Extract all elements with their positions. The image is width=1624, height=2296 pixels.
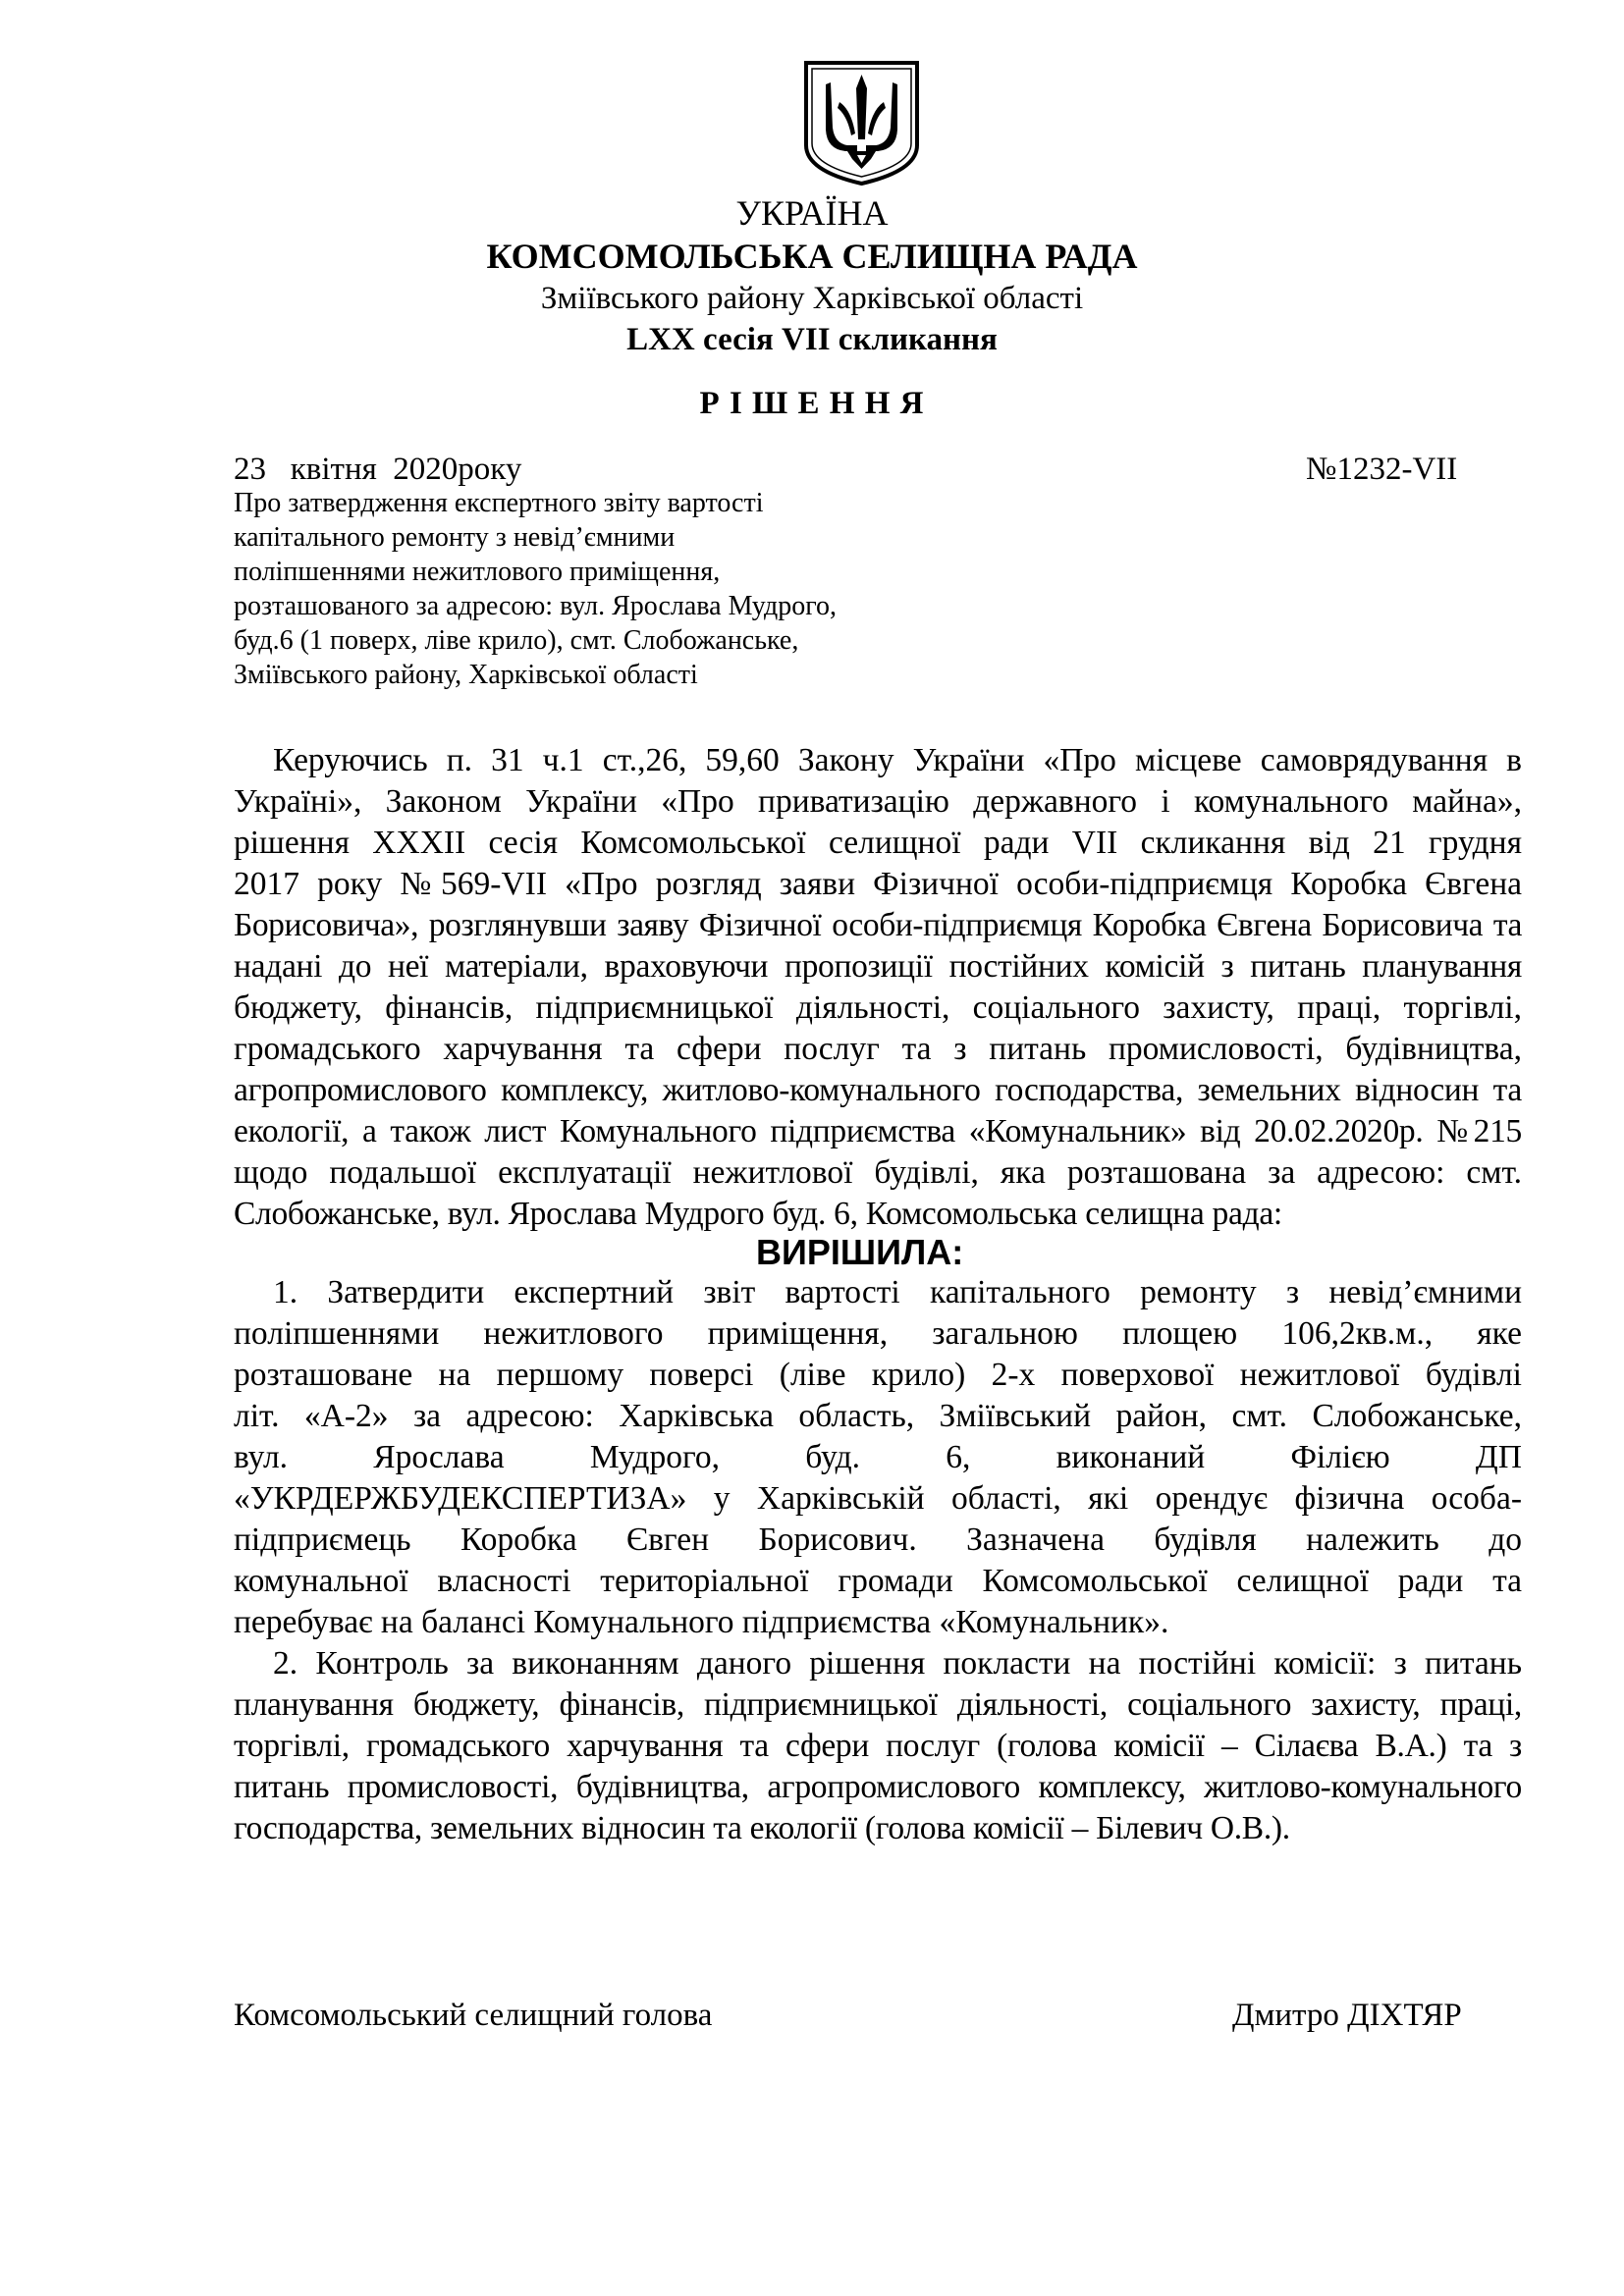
item1-line: перебуває на балансі Комунального підприємства «Комунальник». (234, 1604, 1169, 1640)
region-heading: Зміївського району Харківської області (540, 281, 1084, 316)
item2-line: планування бюджету, фінансів, підприємницької діяльності, соціального захисту, праці, (234, 1686, 1522, 1723)
date-year: 2020року (393, 452, 522, 487)
item1-line: комунальної власності територіальної громади Комсомольської селищної ради та (234, 1563, 1522, 1599)
preamble-line: Слобожанське, вул. Ярослава Мудрого буд. 6, Комсомольська селищна рада: (234, 1196, 1282, 1232)
address-word: Ярослава (373, 1439, 505, 1475)
date-month: квітня (290, 452, 377, 487)
address-word: виконаний (1056, 1439, 1206, 1475)
item1-line: підприємець Коробка Євген Борисович. Зазначена будівля належить до (234, 1522, 1522, 1558)
preamble-line: агропромислового комплексу, житлово-комунального господарства, земельних відносин та (234, 1072, 1522, 1108)
signature-position: Комсомольський селищний голова (234, 1998, 713, 2033)
item1-line: розташоване на першому поверсі (ліве крило) 2-х поверхової нежитлової будівлі (234, 1357, 1522, 1393)
subject-line: розташованого за адресою: вул. Ярослава Мудрого, (234, 591, 838, 621)
country-heading: УКРАЇНА (735, 193, 889, 233)
preamble-line: Україні», Законом України «Про приватизацію державного і комунального майна», (234, 783, 1522, 820)
preamble-line: громадського харчування та сфери послуг та з питань промисловості, будівництва, (234, 1031, 1522, 1067)
address-word: вул. (234, 1439, 289, 1475)
preamble-line: екології, а також лист Комунального підприємства «Комунальник» від 20.02.2020р. №215 (234, 1113, 1522, 1149)
preamble-line: рішення XXXII сесія Комсомольської селищної ради VII скликання від 21 грудня (234, 825, 1522, 861)
address-word: ДП (1475, 1439, 1522, 1475)
item2-line: 2. Контроль за виконанням даного рішення покласти на постійні комісії: з питань (273, 1645, 1522, 1682)
preamble-line: Борисовича», розглянувши заяву Фізичної особи-підприємця Коробка Євгена Борисовича та (234, 907, 1522, 943)
subject-line: Про затвердження експертного звіту вартості (234, 488, 764, 518)
document-type-heading: Р І Ш Е Н Н Я (699, 386, 925, 421)
item1-line: літ. «А-2» за адресою: Харківська область, Зміївський район, смт. Слобожанське, (234, 1398, 1522, 1434)
address-word: Мудрого, (589, 1439, 721, 1475)
item2-line: торгівлі, громадського харчування та сфери послуг (голова комісії – Сілаєва В.А.) та з (234, 1728, 1522, 1764)
date-day: 23 (234, 452, 266, 487)
decision-subject (234, 486, 980, 692)
coat-of-arms-trident-icon (800, 59, 923, 187)
subject-line: поліпшеннями нежитлового приміщення, (234, 557, 721, 587)
item2-line: питань промисловості, будівництва, агропромислового комплексу, житлово-комунального (234, 1769, 1522, 1805)
council-heading: КОМСОМОЛЬСЬКА СЕЛИЩНА РАДА (486, 237, 1138, 276)
item1-line: 1. Затвердити експертний звіт вартості капітального ремонту з невід’ємними (273, 1274, 1522, 1310)
item1-line: поліпшеннями нежитлового приміщення, загальною площею 106,2кв.м., яке (234, 1315, 1522, 1352)
item2-line: господарства, земельних відносин та екології (голова комісії – Білевич О.В.). (234, 1810, 1290, 1846)
item1-line: «УКРДЕРЖБУДЕКСПЕРТИЗА» у Харківській області, які орендує фізична особа- (234, 1480, 1522, 1517)
preamble-line: надані до неї матеріали, враховуючи пропозиції постійних комісій з питань планування (234, 948, 1522, 985)
session-heading: LXX сесія VII скликання (626, 322, 998, 357)
item1-address-line (234, 1438, 1522, 1477)
address-word: 6, (946, 1439, 971, 1475)
decided-heading: ВИРІШИЛА: (756, 1232, 964, 1272)
preamble-line: 2017 року №569-VII «Про розгляд заяви Фізичної особи-підприємця Коробка Євгена (234, 866, 1522, 902)
subject-line: Зміївського району, Харківської області (234, 660, 698, 690)
subject-line: буд.6 (1 поверх, ліве крило), смт. Слобожанське, (234, 625, 799, 656)
address-word: буд. (805, 1439, 861, 1475)
decision-date (234, 452, 521, 488)
signature-name: Дмитро ДІХТЯР (1232, 1998, 1462, 2033)
preamble-line: бюджету, фінансів, підприємницької діяльності, соціального захисту, праці, торгівлі, (234, 989, 1522, 1026)
address-word: Філією (1290, 1439, 1390, 1475)
preamble-line: Керуючись п. 31 ч.1 ст.,26, 59,60 Закону України «Про місцеве самоврядування в (273, 742, 1522, 778)
decision-number: №1232-VII (1306, 452, 1458, 487)
subject-line: капітального ремонту з невід’ємними (234, 522, 676, 553)
preamble-line: щодо подальшої експлуатації нежитлової будівлі, яка розташована за адресою: смт. (234, 1154, 1522, 1191)
